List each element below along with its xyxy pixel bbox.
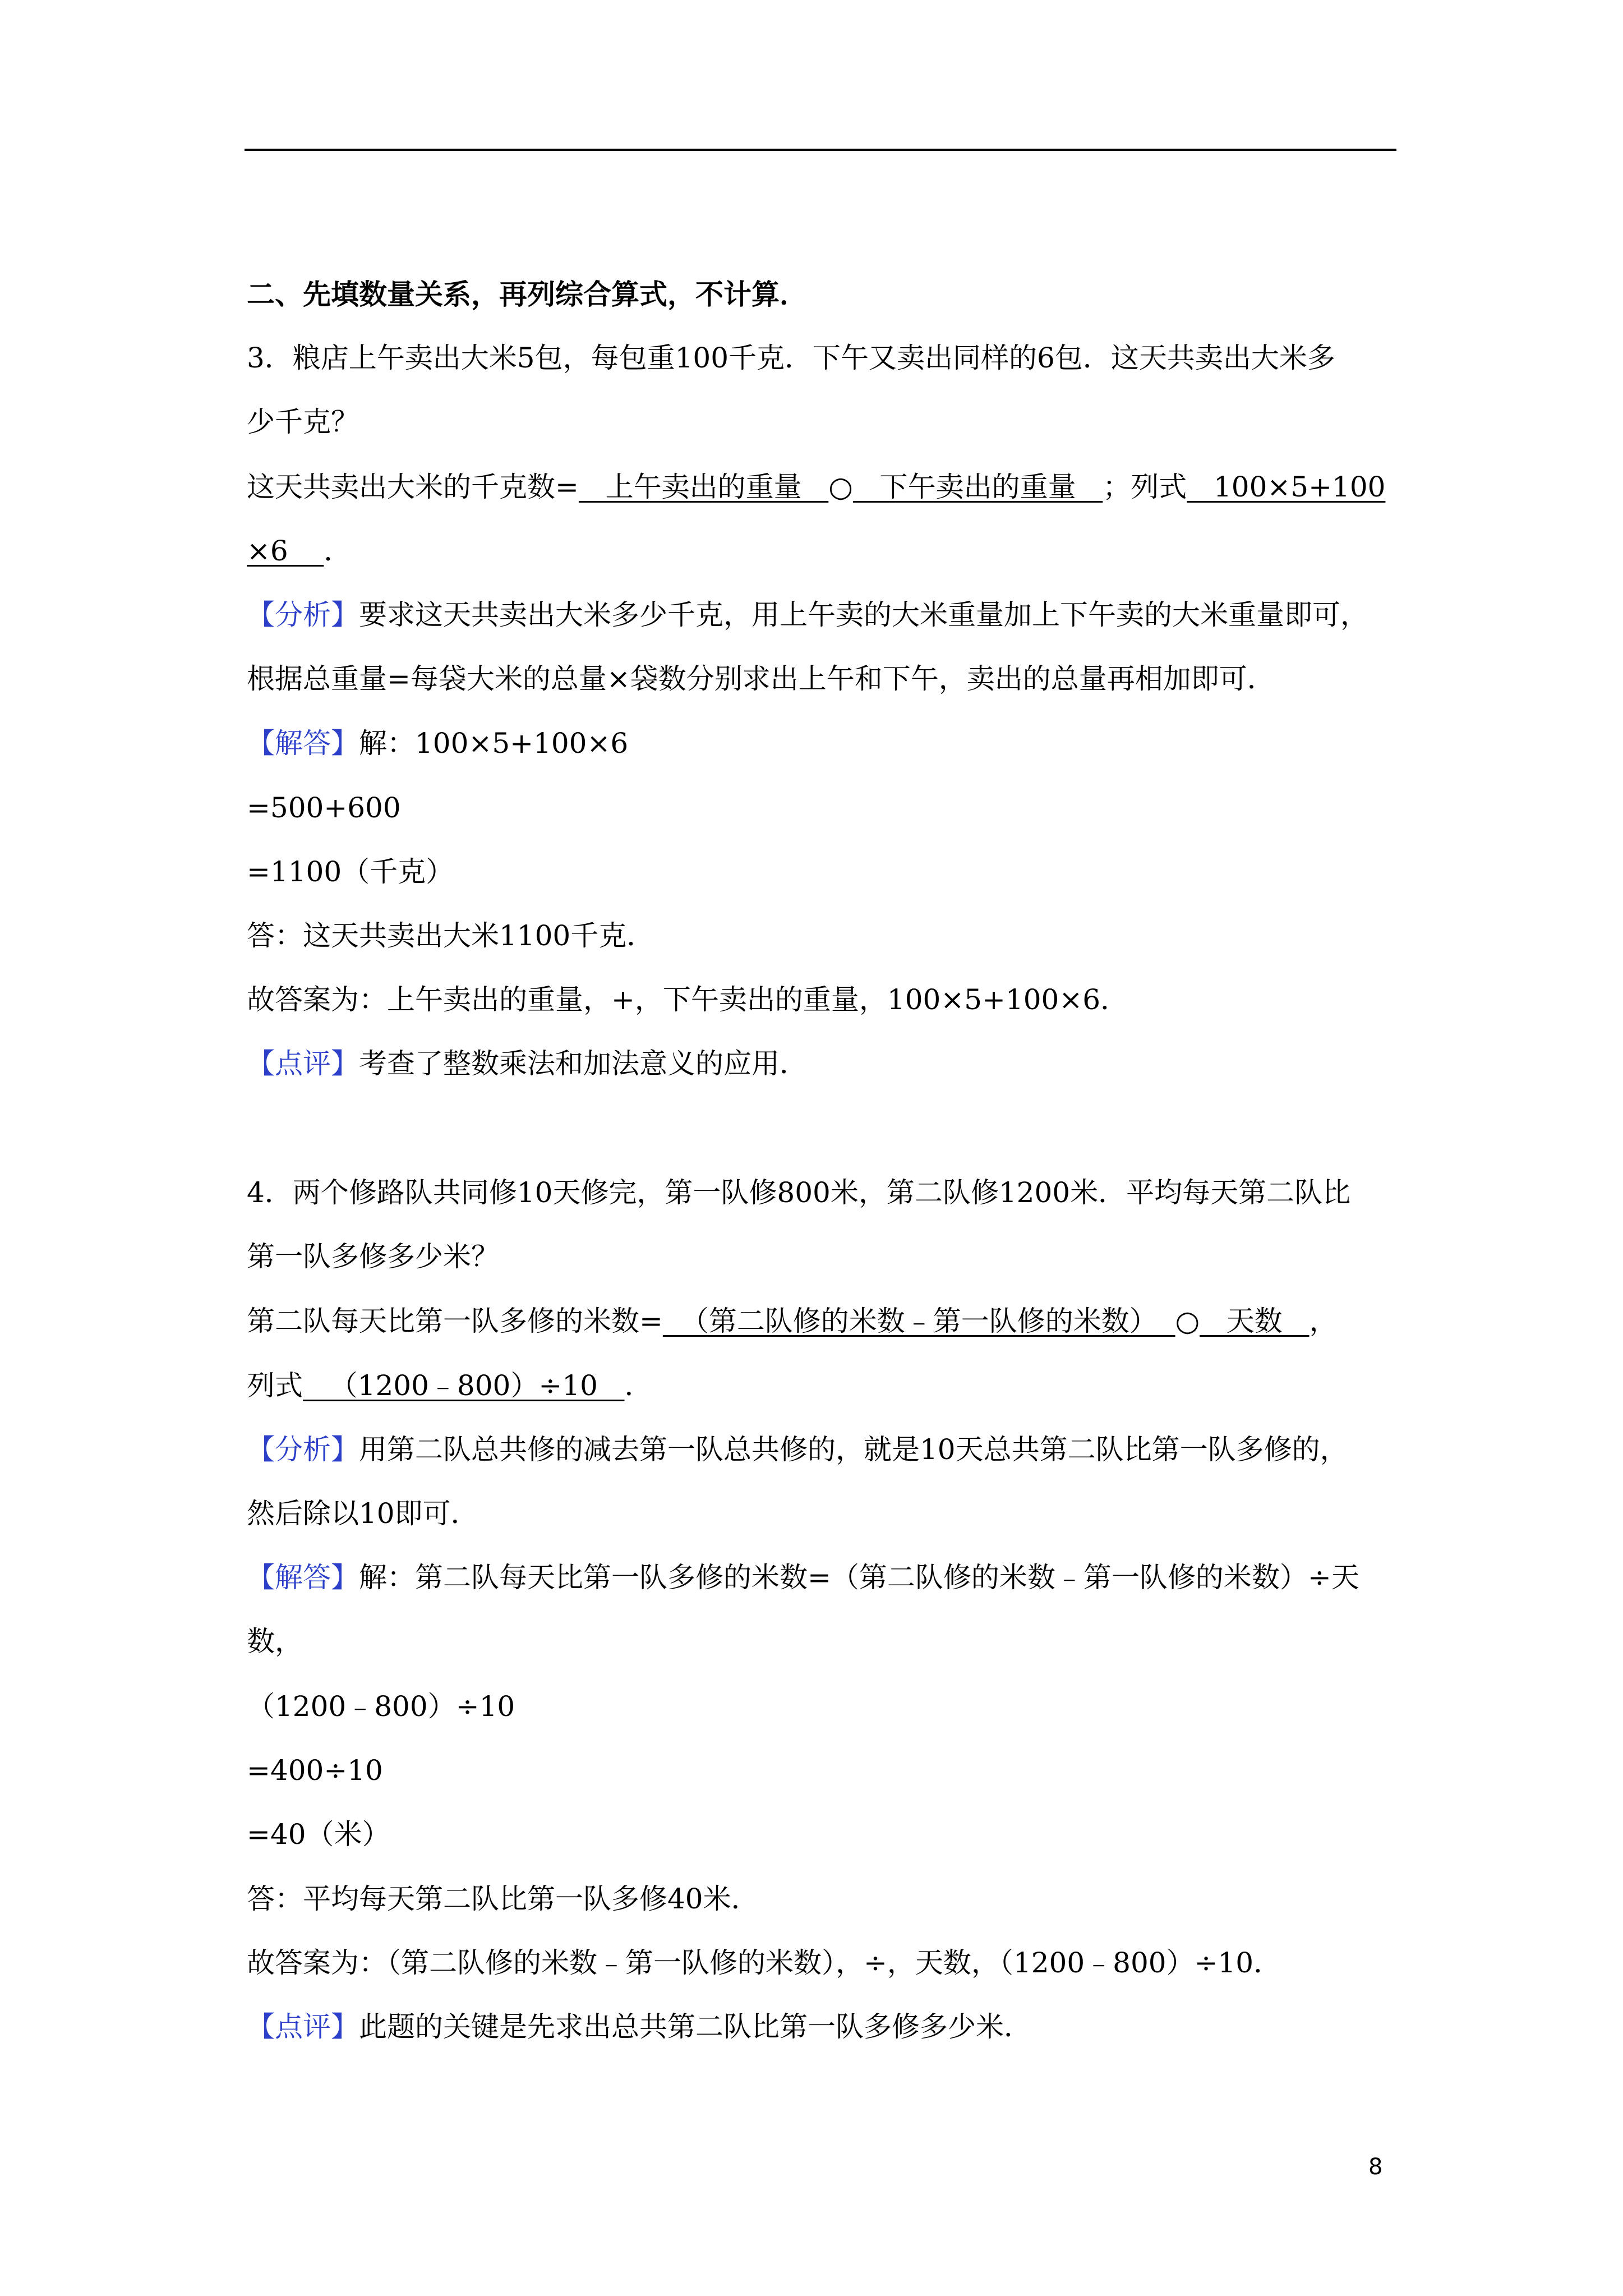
q4-stem-line2: 第一队多修多少米？ bbox=[247, 1240, 499, 1273]
q3-analysis-tag: 【分析】 bbox=[247, 599, 359, 631]
q4-lishi-line bbox=[247, 1369, 653, 1402]
q3-comment-line bbox=[247, 1047, 808, 1080]
q4-solution-line5: =40（米） bbox=[247, 1818, 390, 1851]
q4-comment-tag: 【点评】 bbox=[247, 2010, 359, 2043]
q4-lishi-label: 列式 bbox=[247, 1369, 303, 1402]
q4-fill-prefix: 第二队每天比第一队多修的米数= bbox=[247, 1305, 663, 1337]
q4-comment-text: 此题的关键是先求出总共第二队比第一队多修多少米． bbox=[359, 2010, 1032, 2043]
page-number: 8 bbox=[1368, 2154, 1383, 2180]
q3-blank-3a: 100×5+100 bbox=[1187, 471, 1386, 503]
q3-operator-circle: ○ bbox=[828, 471, 853, 503]
q3-solution-line3: =1100（千克） bbox=[247, 855, 454, 888]
section-heading: 二、先填数量关系，再列综合算式，不计算． bbox=[247, 278, 808, 311]
q3-blank-2: 下午卖出的重量 bbox=[852, 471, 1103, 503]
q4-comment-line bbox=[247, 2010, 1032, 2044]
q3-end-dot: ． bbox=[324, 535, 352, 567]
q3-comment-text: 考查了整数乘法和加法意义的应用． bbox=[359, 1047, 808, 1080]
q4-answer: 答：平均每天第二队比第一队多修40米． bbox=[247, 1883, 759, 1915]
q4-stem-line1: 4．两个修路队共同修10天修完，第一队修800米，第二队修1200米．平均每天第二队比 bbox=[247, 1176, 1351, 1209]
q4-solution-line4: =400÷10 bbox=[247, 1754, 383, 1787]
q3-blank-1: 上午卖出的重量 bbox=[578, 471, 829, 503]
q3-solution-line1 bbox=[247, 726, 628, 760]
header-rule bbox=[245, 149, 1396, 151]
q3-solution-tag: 【解答】 bbox=[247, 727, 359, 760]
q4-fill-line bbox=[247, 1304, 1338, 1338]
q3-final-answer: 故答案为：上午卖出的重量，+，下午卖出的重量，100×5+100×6． bbox=[247, 983, 1129, 1016]
q3-blank-3b: ×6 bbox=[247, 535, 324, 567]
q4-analysis-line1 bbox=[247, 1433, 1348, 1466]
q4-solution-line1 bbox=[247, 1561, 1359, 1594]
q3-fill-line bbox=[247, 470, 1385, 504]
q4-end-dot: ． bbox=[624, 1369, 653, 1402]
q4-blank-2: 天数 bbox=[1200, 1305, 1310, 1337]
q3-analysis-line2: 根据总重量=每袋大米的总量×袋数分别求出上午和下午，卖出的总量再相加即可． bbox=[247, 662, 1275, 695]
q4-solution-line3: （1200﹣800）÷10 bbox=[247, 1690, 515, 1723]
q3-analysis-line1 bbox=[247, 598, 1368, 632]
q3-stem-line2: 少千克？ bbox=[247, 406, 359, 438]
q4-analysis-line2: 然后除以10即可． bbox=[247, 1497, 479, 1530]
q3-fill-line2 bbox=[247, 534, 352, 568]
q3-fill-prefix: 这天共卖出大米的千克数= bbox=[247, 471, 579, 503]
q4-solution-text1: 解：第二队每天比第一队多修的米数=（第二队修的米数﹣第一队修的米数）÷天 bbox=[359, 1561, 1359, 1594]
q4-final-answer: 故答案为：（第二队修的米数﹣第一队修的米数），÷，天数，（1200﹣800）÷10． bbox=[247, 1947, 1282, 1979]
q3-solution-text1: 解：100×5+100×6 bbox=[359, 727, 629, 760]
q4-solution-line2: 数， bbox=[247, 1625, 303, 1658]
q3-solution-line2: =500+600 bbox=[247, 792, 401, 824]
q4-solution-tag: 【解答】 bbox=[247, 1561, 359, 1594]
q3-answer: 答：这天共卖出大米1100千克． bbox=[247, 919, 655, 952]
q3-analysis-text1: 要求这天共卖出大米多少千克，用上午卖的大米重量加上下午卖的大米重量即可， bbox=[359, 599, 1368, 631]
q4-comma: ， bbox=[1309, 1305, 1338, 1337]
q4-blank-3: （1200﹣800）÷10 bbox=[303, 1369, 625, 1402]
q3-lishi-label: ；列式 bbox=[1103, 471, 1187, 503]
q4-blank-1: （第二队修的米数﹣第一队修的米数） bbox=[662, 1305, 1175, 1337]
q4-analysis-text1: 用第二队总共修的减去第一队总共修的，就是10天总共第二队比第一队多修的， bbox=[359, 1433, 1348, 1466]
q4-analysis-tag: 【分析】 bbox=[247, 1433, 359, 1466]
q4-operator-circle: ○ bbox=[1175, 1305, 1200, 1337]
q3-comment-tag: 【点评】 bbox=[247, 1047, 359, 1080]
q3-stem-line1: 3．粮店上午卖出大米5包，每包重100千克．下午又卖出同样的6包．这天共卖出大米多 bbox=[247, 342, 1335, 374]
